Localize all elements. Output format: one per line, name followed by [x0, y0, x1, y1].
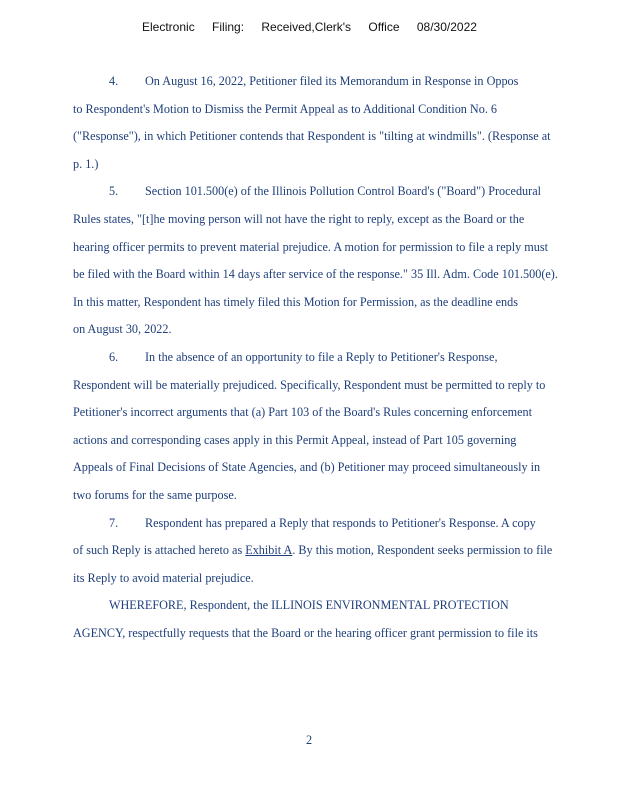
paragraph-line: Appeals of Final Decisions of State Agencies, and (b) Petitioner may proceed simultaneously in	[73, 460, 541, 475]
paragraph-line: Rules states, "[t]he moving person will not have the right to reply, except as the Board or the	[73, 211, 525, 226]
paragraph-line: p. 1.)	[73, 156, 99, 171]
header-office: Office	[368, 20, 400, 34]
paragraph-line: on August 30, 2022.	[73, 322, 172, 337]
paragraph-line: be filed with the Board within 14 days after service of the response." 35 Ill. Adm. Code 101.500(e).	[73, 267, 558, 282]
page-number: 2	[305, 733, 313, 747]
paragraph-line: hearing officer permits to prevent material prejudice. A motion for permission to file a reply must	[73, 239, 548, 254]
paragraph-line: its Reply to avoid material prejudice.	[73, 570, 254, 585]
paragraph-line: actions and corresponding cases apply in this Permit Appeal, instead of Part 105 governing	[73, 432, 517, 447]
paragraph-line	[73, 537, 609, 565]
paragraph-line: Respondent will be materially prejudiced. Specifically, Respondent must be permitted to reply to	[73, 377, 546, 392]
line-text: . By this motion, Respondent seeks permission to file	[292, 543, 553, 558]
header-filing: Filing:	[212, 20, 245, 34]
paragraph-line: Petitioner's incorrect arguments that (a) Part 103 of the Board's Rules concerning enforcement	[73, 405, 533, 420]
electronic-filing-header	[142, 20, 491, 34]
paragraph-line: In the absence of an opportunity to file a Reply to Petitioner's Response,	[145, 349, 498, 364]
paragraph-7	[73, 510, 609, 593]
paragraph-4	[73, 68, 609, 178]
wherefore-clause	[73, 592, 609, 647]
paragraph-line: Section 101.500(e) of the Illinois Pollution Control Board's ("Board") Procedural	[145, 184, 541, 199]
exhibit-a-link[interactable]: Exhibit A	[245, 543, 293, 558]
wherefore-line: AGENCY, respectfully requests that the Board or the hearing officer grant permission to file its	[73, 625, 538, 640]
paragraph-line: ("Response"), in which Petitioner contends that Respondent is "tilting at windmills". (Response at	[73, 129, 551, 144]
paragraph-line: In this matter, Respondent has timely filed this Motion for Permission, as the deadline ends	[73, 294, 518, 309]
paragraph-number: 6.	[109, 349, 119, 364]
header-date: 08/30/2022	[416, 20, 477, 34]
header-electronic: Electronic	[142, 20, 195, 34]
paragraph-number: 5.	[109, 184, 119, 199]
paragraph-line: two forums for the same purpose.	[73, 487, 237, 502]
line-text: of such Reply is attached hereto as	[73, 543, 246, 558]
paragraph-line: to Respondent's Motion to Dismiss the Permit Appeal as to Additional Condition No. 6	[73, 101, 498, 116]
paragraph-number: 7.	[109, 515, 119, 530]
paragraph-number: 4.	[109, 74, 119, 88]
paragraph-line: Respondent has prepared a Reply that responds to Petitioner's Response. A copy	[145, 515, 536, 530]
document-body	[73, 68, 609, 647]
paragraph-6	[73, 344, 609, 510]
paragraph-line: On August 16, 2022, Petitioner filed its Memorandum in Response in Oppos	[145, 74, 519, 88]
wherefore-line: WHEREFORE, Respondent, the ILLINOIS ENVIRONMENTAL PROTECTION	[109, 598, 509, 613]
header-received-clerks: Received,Clerk's	[261, 20, 352, 34]
paragraph-5	[73, 178, 609, 344]
